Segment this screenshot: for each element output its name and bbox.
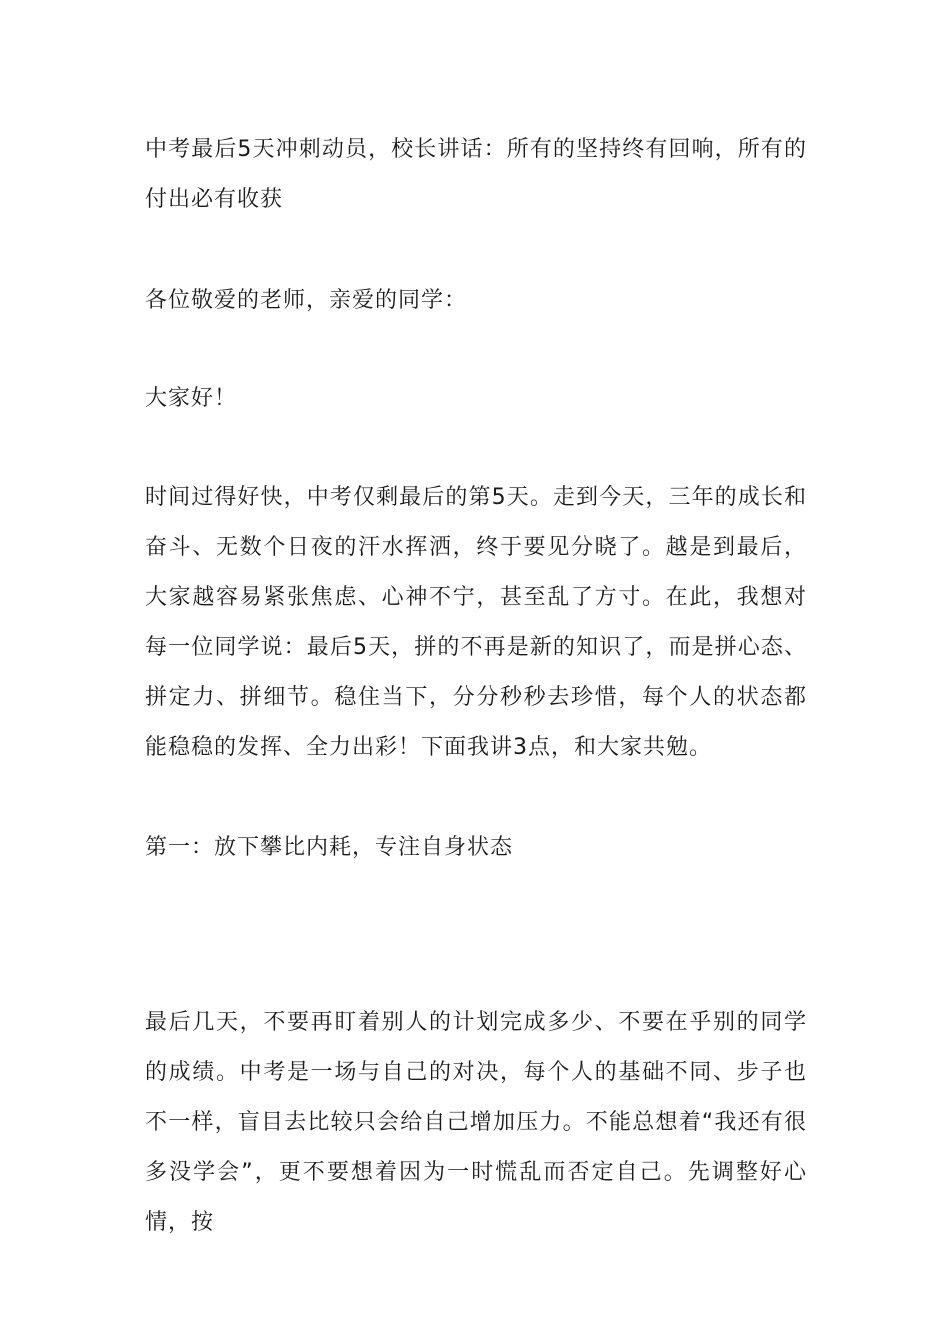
body-paragraph-2: 最后几天，不要再盯着别人的计划完成多少、不要在乎别的同学的成绩。中考是一场与自己的对决，每个人的基础不同、步子也不一样，盲目去比较只会给自己增加压力。不能总想着“我还有很多没学会”，更不要想着因为一时慌乱而否定自己。先调整好心情，按 (145, 1010, 807, 1235)
greeting: 大家好！ (145, 386, 238, 411)
section-heading-1: 第一：放下攀比内耗，专注自身状态 (145, 835, 514, 860)
salutation: 各位敬爱的老师，亲爱的同学： (145, 288, 468, 313)
body-paragraph-1: 时间过得好快，中考仅剩最后的第5天。走到今天，三年的成长和奋斗、无数个日夜的汗水挥洒，终于要见分晓了。越是到最后，大家越容易紧张焦虑、心神不宁，甚至乱了方寸。在此，我想对每一位同学说：最后5天，拼的不再是新的知识了，而是拼心态、拼定力、拼细节。稳住当下，分分秒秒去珍惜，每个人的状态都能稳稳的发挥、全力出彩！下面我讲3点，和大家共勉。 (145, 485, 807, 760)
document-title: 中考最后5天冲刺动员，校长讲话：所有的坚持终有回响，所有的付出必有收获 (145, 137, 807, 212)
